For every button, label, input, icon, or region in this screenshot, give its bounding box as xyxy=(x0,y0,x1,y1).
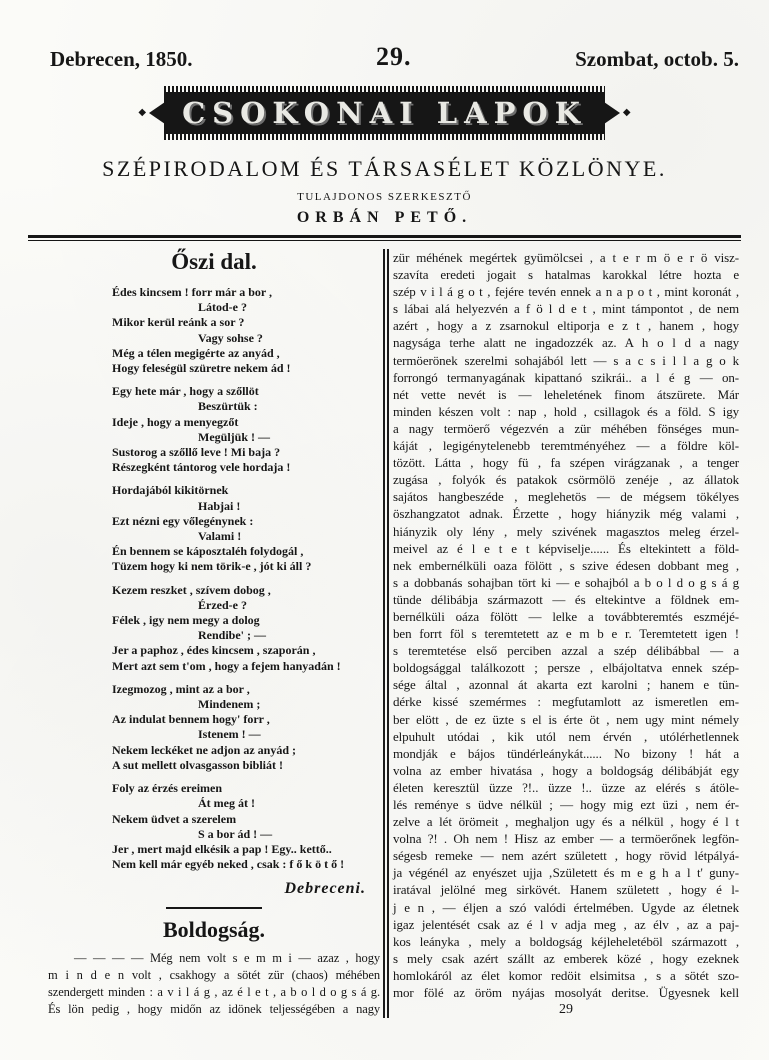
text-line: forrongó termanyagának kipattanó szikrái.. a l é g — on- xyxy=(393,369,739,385)
poem-stanza xyxy=(48,285,380,376)
poem-line: Vagy sohse ? xyxy=(198,330,263,345)
poem-line: Nem kell már egyéb neked , csak : f ő k ö t ő ! xyxy=(112,857,345,872)
poem-line: Mikor kerül reánk a sor ? xyxy=(112,315,245,330)
poem-line: Hordajából kikitörnek xyxy=(112,483,229,498)
text-line: tözött. Látta , hogy fü , fa szépen virágzanak , a tenger xyxy=(393,455,739,471)
text-line: zür méhének megértek gyümölcsei , a t e r m ö e r ö visz- xyxy=(393,250,739,265)
diamond-ornament-right: ◆ xyxy=(622,107,631,118)
text-line: zugása , folyók és patakok csörmölö zenéje , az állatok xyxy=(393,472,739,488)
poem-line: Félek , igy nem megy a dolog xyxy=(112,613,260,628)
text-line: életen keresztül üzze ?!.. üzze !.. üzze az elérés s átöle- xyxy=(393,779,739,795)
poem-line: Én bennem se káposztaléh folydogál , xyxy=(112,544,304,559)
text-line: volna ?! . Oh nem ! Hisz az ember — a termöerőnek legfön- xyxy=(393,831,739,847)
text-line: mondják e bájos tündérleánykát...... No bizony ! hát a xyxy=(393,745,739,761)
poem-stanza xyxy=(48,583,380,674)
text-line: szavíta eredeti jogait s hatalmas karokkal létre hozta e xyxy=(393,267,739,283)
text-line: öszhangzatot adnak. Érzette , hogy hiányzik még valami , xyxy=(393,506,739,522)
text-line: dérke kissé szemérmes : megfutamlott az ismeretlen em- xyxy=(393,694,739,710)
poem-line: Az indulat bennem hogy' forr , xyxy=(112,712,270,727)
text-line: a nagy termöerő végezvén a zür méhében fönséges mun- xyxy=(393,420,739,436)
poem-line: Megüljük ! — xyxy=(198,429,270,444)
text-line: ségesb remeke — nem azért született , hogy rövid létpályá- xyxy=(393,848,739,864)
right-column xyxy=(393,249,739,1018)
poem-line: Ideje , hogy a menyegzőt xyxy=(112,414,239,429)
poem-line: Beszürtük : xyxy=(198,399,258,414)
top-dateline xyxy=(0,0,769,72)
subtitle: SZÉPIRODALOM ÉS TÁRSASÉLET KÖZLÖNYE. xyxy=(102,156,667,181)
poem-line: Látod-e ? xyxy=(198,300,247,315)
right-column-body xyxy=(393,249,739,1001)
text-line: ja végénél az enyészet ujja ‚Született és m e g h a l t' guny- xyxy=(393,865,739,881)
poem-line: Át meg át ! xyxy=(198,796,255,811)
taper-ornament-right xyxy=(604,102,620,124)
text-line: kos leányka , mely a boldogság kéjleheletéböl származott , xyxy=(393,933,739,949)
fringe-bottom xyxy=(164,134,605,140)
article-line: És lön pedig , hogy midőn az idönek teljességében a nagy xyxy=(48,1002,380,1017)
poem-line: Tüzem hogy ki nem törik-e , jót ki áll ? xyxy=(112,559,312,574)
poem-line: Hogy feleségül szüretre nekem ád ! xyxy=(112,361,291,376)
poem-line: Foly az érzés ereimen xyxy=(112,781,223,796)
taper-ornament-left xyxy=(149,102,165,124)
poem-stanza xyxy=(48,483,380,574)
poem-line: Nekem leckéket ne adjon az anyád ; xyxy=(112,742,296,757)
poem-line: Habjai ! xyxy=(198,498,241,513)
text-line: hiányzik oly lény , mely szivének magasztos meleg érzel- xyxy=(393,523,739,539)
article-line: — — — — Még nem volt s e m m i — azaz , hogy xyxy=(74,951,380,966)
poem-stanza xyxy=(48,682,380,773)
text-line: bernélküli oáza fölött — lelke a továbbteremtés eszméjé- xyxy=(393,608,739,624)
masthead-core xyxy=(164,92,605,134)
text-line: ben forrt föl s teremtetett az e m b e r. Teremtetett igen ! xyxy=(393,626,739,642)
section-divider-rule xyxy=(166,907,262,909)
poem-line: Mindenem ; xyxy=(198,697,261,712)
left-column xyxy=(48,249,380,1018)
text-line: nek embernélküli oaza fölött , s szive édesen dobbant meg , xyxy=(393,557,739,573)
text-line: nét vette nevét is — leheletének finom átszürete. Már xyxy=(393,386,739,402)
article-body xyxy=(48,950,380,1018)
issue-number: 29. xyxy=(376,42,412,71)
text-line: sajátos hangbeszéde , meglehetös — de mégsem tökélyes xyxy=(393,489,739,505)
poem-stanza xyxy=(48,781,380,872)
text-line: boldogsággal találkozott ; persze , elbájoltatva ennek szép- xyxy=(393,660,739,676)
text-line: szép v i l á g o t , fejére tevén ennek a n a p o t , mint koronát , xyxy=(393,284,739,300)
masthead-band xyxy=(164,86,605,140)
poem-line: A sut mellett olvasgasson bibliát ! xyxy=(112,757,284,772)
text-line: s lábai alá helyezvén a f ö l d e t , mint támpontot , de nem xyxy=(393,301,739,317)
text-line: zelve a lét örömeit , meghaljon ugy és a nélkül , hogy é l t xyxy=(393,814,739,830)
page-number: 29 xyxy=(559,1002,573,1018)
poem-line: Izegmozog , mint az a bor , xyxy=(112,681,250,696)
poem-line: Rendibe' ; — xyxy=(198,628,267,643)
content-columns xyxy=(0,241,769,1018)
text-line: elpuhult utódai , kik utól nem érvén , utólérhetlennek xyxy=(393,728,739,744)
text-line: ber elött , de ez üzte s el is érte öt , nem ugy mint némely xyxy=(393,711,739,727)
poem-line: Érzed-e ? xyxy=(198,597,247,612)
text-line: s mely csak azért szállt az emberek közé , hogy ezeknek xyxy=(393,950,739,966)
poem-line: Még a télen megigérte az anyád , xyxy=(112,345,280,360)
poem-line: Nekem üdvet a szerelem xyxy=(112,811,237,826)
poem-line: Ezt nézni egy vőlegénynek : xyxy=(112,513,254,528)
editor-name: ORBÁN PETŐ. xyxy=(296,209,473,226)
text-line: mor fölé az öröm nyájas mosolyát deritse. Ügyesnek kell xyxy=(393,985,739,1001)
text-line: tünde délibábja származott — és eltekintve a földnek em- xyxy=(393,591,739,607)
poem-line: Sustorog a szőllő leve ! Mi baja ? xyxy=(112,445,281,460)
text-line: termöerönek szerelmi sohajából lett — s a c s i l l a g o k xyxy=(393,352,739,368)
text-line: azért , hogy a z zsarnokul eltiporja e z t , hanem , hogy xyxy=(393,318,739,334)
text-line: s a dobbanás sohajban tört ki — e sohajból a b o l d o g s á g xyxy=(393,574,739,590)
text-line: káját , legigénytelenebb teremtményéhez — a földre köl- xyxy=(393,438,739,454)
poem-title: Őszi dal. xyxy=(171,249,257,274)
publication-day-date: Szombat, octob. 5. xyxy=(575,47,739,71)
poem-line: Jer , mert majd elkésik a pap ! Egy.. kettő.. xyxy=(112,841,332,856)
editor-label: TULAJDONOS SZERKESZTŐ xyxy=(297,191,472,203)
poem-signature: Debreceni. xyxy=(284,880,366,898)
poem-line: Valami ! xyxy=(198,529,242,544)
poem-line: Jer a paphoz , édes kincsem , szaporán , xyxy=(112,643,316,658)
text-line: lés reménye s üdve nélkül ; — hogy mig ezt üzi , nem ér- xyxy=(393,797,739,812)
poem-line: S a bor ád ! — xyxy=(198,826,273,841)
text-line: minden készen volt : nap , hold , csillagok és a föld. S igy xyxy=(393,403,739,419)
poem-stanza xyxy=(48,384,380,475)
poem-line: Istenem ! — xyxy=(198,727,261,742)
publication-place-date: Debrecen, 1850. xyxy=(50,47,193,71)
poem-body xyxy=(48,285,380,872)
article-line: m i n d e n volt , csakhogy a sötét zür (chaos) méhében xyxy=(48,968,380,983)
text-line: homlokáról az élet komor redöit elsimitsa , s a sötét szo- xyxy=(393,967,739,983)
text-line: s teremtetése első perciben azzal a szép délibábbal — a xyxy=(393,643,739,659)
poem-line: Mert azt sem t'om , hogy a fejem hanyadán ! xyxy=(112,658,341,673)
poem-line: Édes kincsem ! forr már a bor , xyxy=(112,285,272,299)
text-line: j e n , — éljen a szó valódi értelmében. Ugyde az életnek xyxy=(393,899,739,915)
text-line: igaz jelentését csak az é l v adja meg , az élv , az a paj- xyxy=(393,916,739,932)
column-divider xyxy=(383,249,389,1018)
newspaper-title: CSOKONAI LAPOK xyxy=(182,96,587,130)
text-line: meivel az é l e t e t képviselje...... És eltekintett a föld- xyxy=(393,540,739,556)
text-line: volna az ember hivatása , hogy a boldogság délibábját egy xyxy=(393,762,739,778)
text-line: sége által , azonnal át akarta ezt karolni ; hanem e tün- xyxy=(393,677,739,693)
diamond-ornament-left: ◆ xyxy=(138,107,147,118)
text-line: iratával jelölné meg sirkövét. Hanem született , hogy é l- xyxy=(393,882,739,898)
article-line: szendergett minden : a v i l á g , az é l e t , a b o l d o g s á g. xyxy=(48,985,380,1000)
poem-line: Részegként tántorog vele hordaja ! xyxy=(112,460,291,475)
poem-line: Egy hete már , hogy a szőllöt xyxy=(112,384,259,399)
text-line: nagysága terhe alatt ne ingadozzék az. A h o l d a nagy xyxy=(393,335,739,351)
poem-line: Kezem reszket , szívem dobog , xyxy=(112,582,271,597)
article-title: Boldogság. xyxy=(162,917,266,943)
masthead xyxy=(0,85,769,141)
